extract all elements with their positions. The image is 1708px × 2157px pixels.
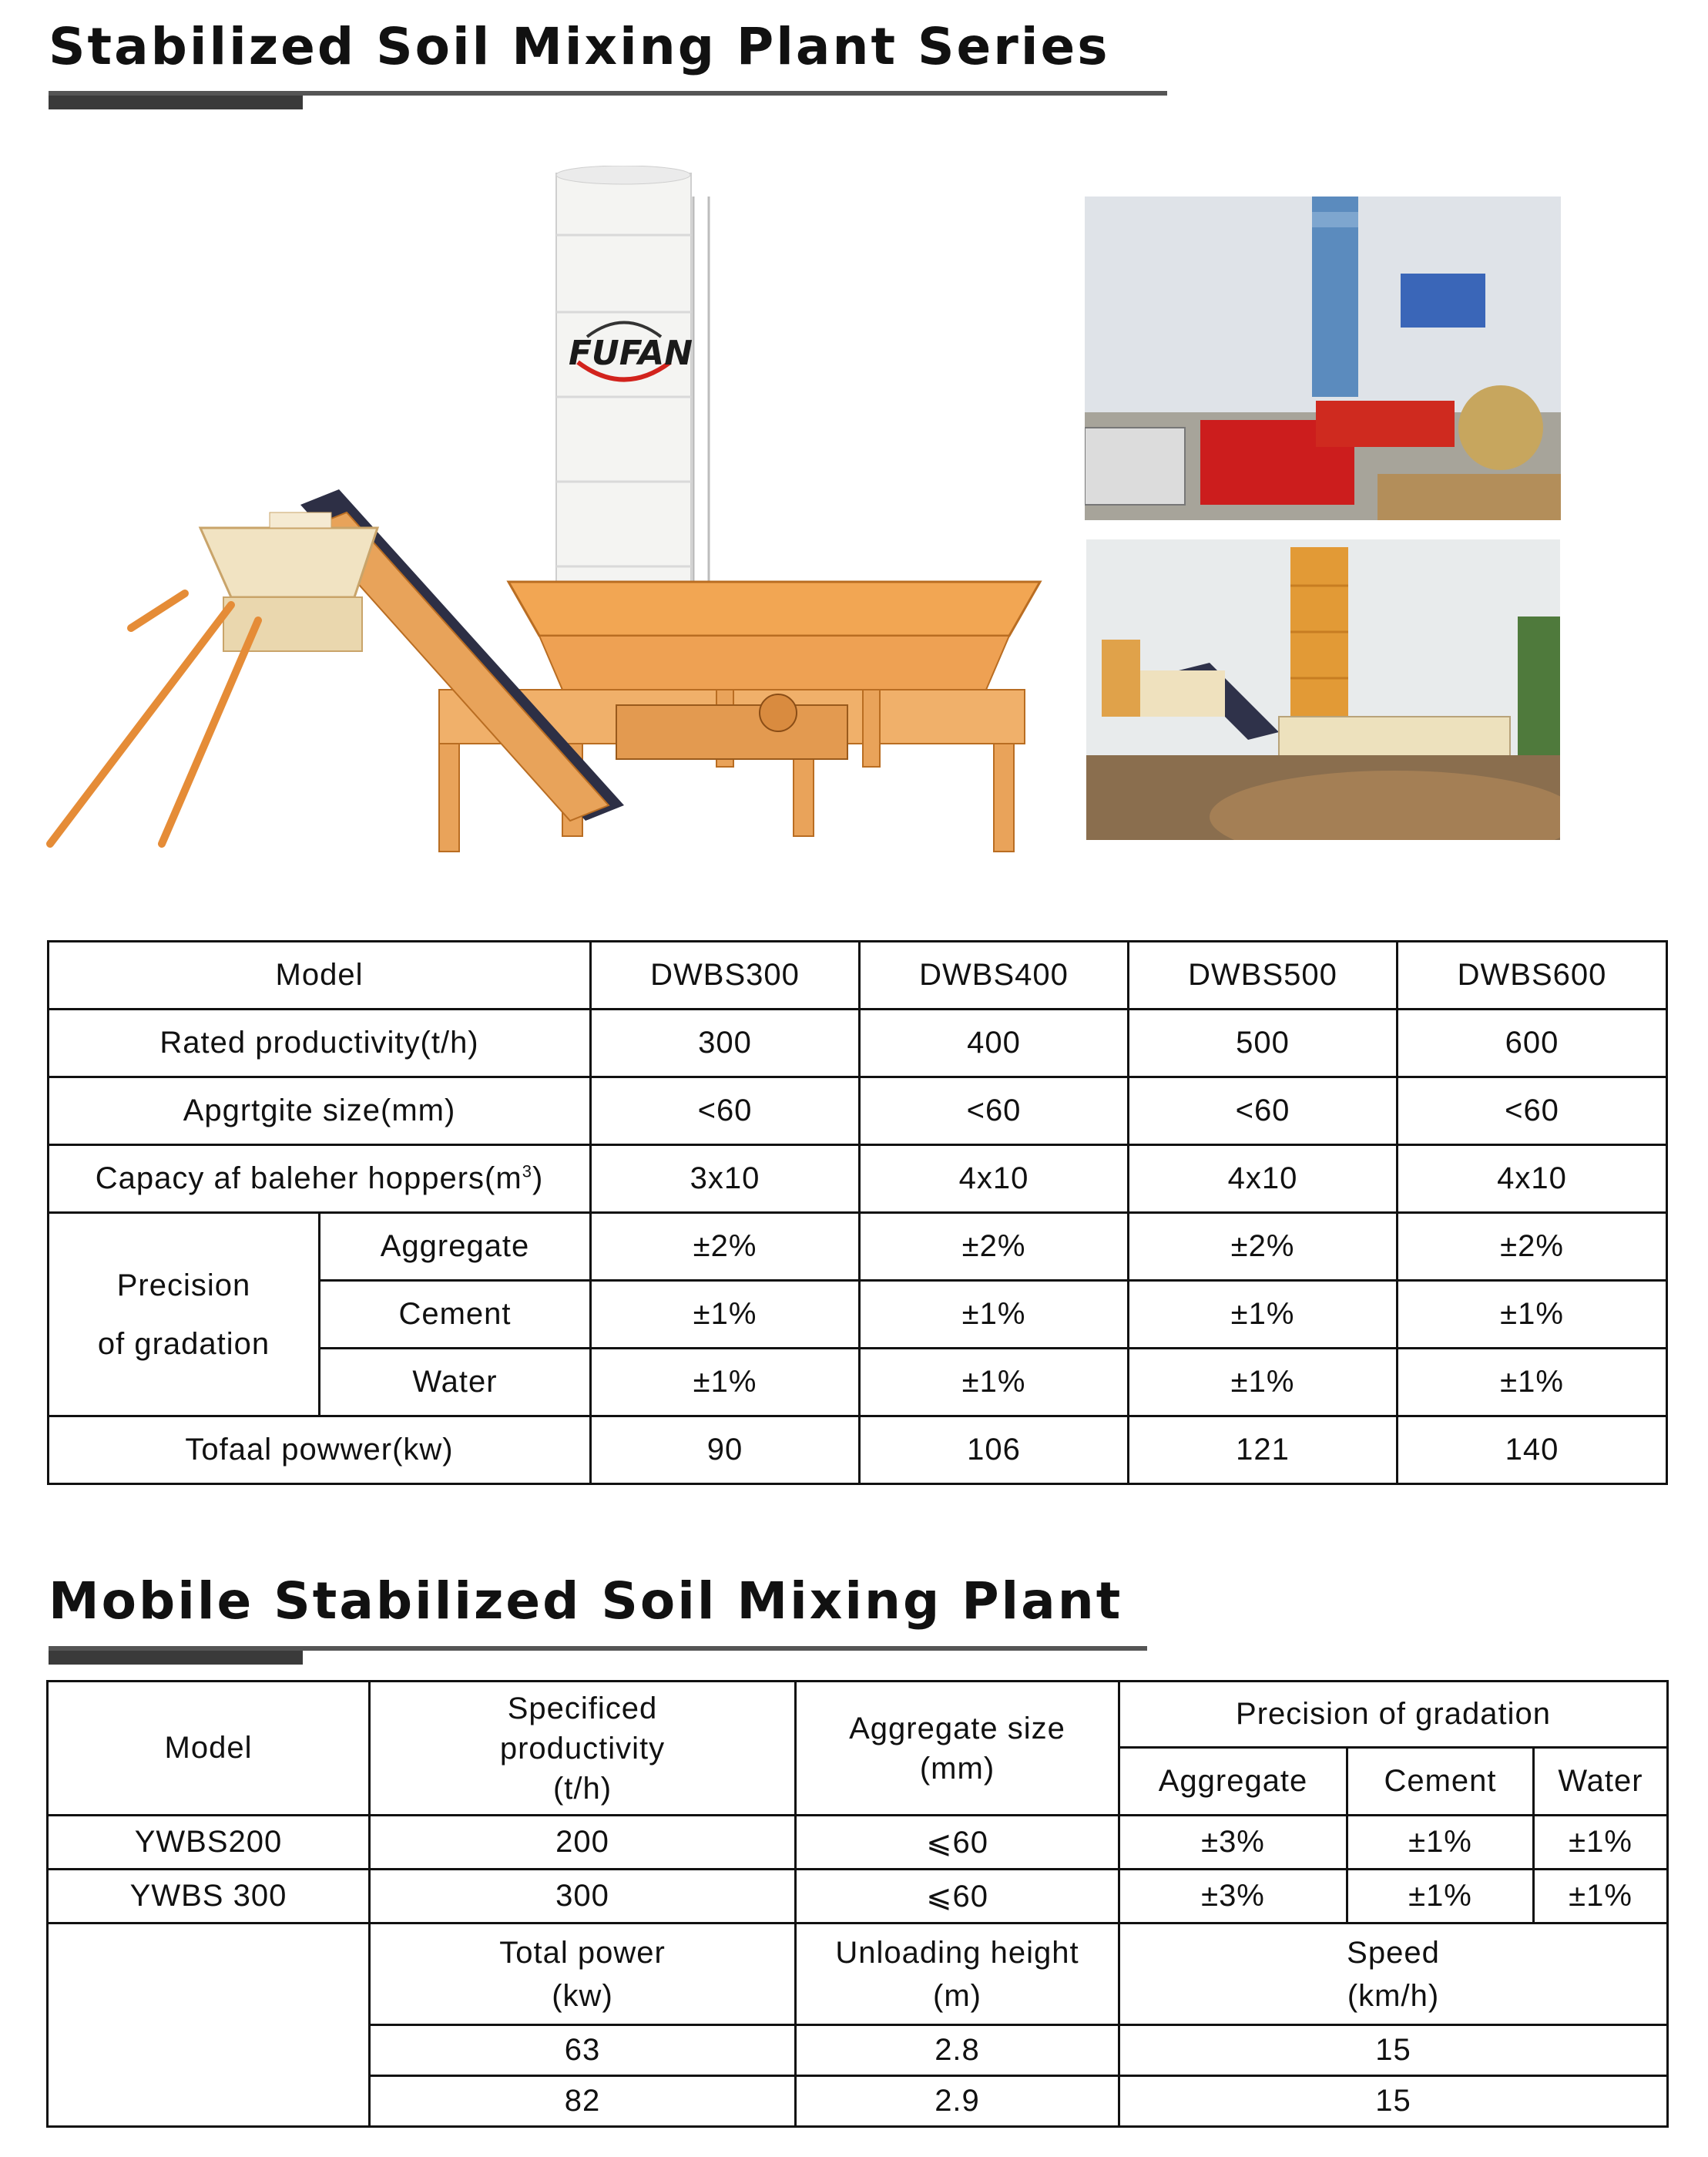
table-row <box>48 1816 1668 1870</box>
cell: ±3% <box>1119 1816 1347 1870</box>
table-header-row <box>48 1923 1668 2025</box>
precision-header: Precision of gradation <box>1119 1682 1668 1748</box>
cell-model: YWBS 300 <box>48 1870 370 1923</box>
cell: ±1% <box>591 1349 860 1416</box>
cell: 200 <box>370 1816 796 1870</box>
cell: ±2% <box>1398 1213 1667 1281</box>
header-line: Unloading height <box>835 1935 1079 1970</box>
cell: ±1% <box>1398 1349 1667 1416</box>
cell: <60 <box>1129 1077 1398 1145</box>
cell: ±1% <box>1534 1870 1668 1923</box>
cell: ⩽60 <box>796 1870 1119 1923</box>
cell: <60 <box>860 1077 1129 1145</box>
unloading-header <box>796 1923 1119 2025</box>
brand-logo: FUFAN <box>569 334 693 373</box>
row-label-hopper-capacity <box>49 1145 591 1213</box>
section1-title: Stabilized Soil Mixing Plant Series <box>49 17 1110 76</box>
precision-sub-cement: Cement <box>1347 1748 1534 1816</box>
cell: 4x10 <box>1398 1145 1667 1213</box>
cell: ⩽60 <box>796 1816 1119 1870</box>
section2-title: Mobile Stabilized Soil Mixing Plant <box>49 1571 1123 1631</box>
header-line: Speed <box>1347 1935 1440 1970</box>
cell: <60 <box>591 1077 860 1145</box>
cell: 15 <box>1119 2076 1668 2127</box>
header-line: productivity <box>499 1731 666 1766</box>
precision-sub-water: Water <box>1534 1748 1668 1816</box>
cell: 106 <box>860 1416 1129 1484</box>
model-col-3: DWBS500 <box>1129 942 1398 1010</box>
table-row <box>49 1145 1667 1213</box>
cell: 90 <box>591 1416 860 1484</box>
precision-group-label <box>49 1213 320 1416</box>
header-line: (mm) <box>919 1751 995 1786</box>
header-line: Aggregate size <box>849 1711 1065 1745</box>
cell: 4x10 <box>860 1145 1129 1213</box>
cell: ±1% <box>1129 1281 1398 1349</box>
cell: 82 <box>370 2076 796 2127</box>
cell: 4x10 <box>1129 1145 1398 1213</box>
cell: ±1% <box>1398 1281 1667 1349</box>
cell: ±2% <box>1129 1213 1398 1281</box>
header-line: Total power <box>499 1935 666 1970</box>
cell: ±1% <box>860 1349 1129 1416</box>
cell: ±1% <box>1347 1870 1534 1923</box>
cell: ±1% <box>1129 1349 1398 1416</box>
hopper-label-end: ) <box>532 1161 544 1195</box>
precision-label-line2: of gradation <box>97 1326 270 1361</box>
speed-header <box>1119 1923 1668 2025</box>
table-row <box>49 1416 1667 1484</box>
cell: 121 <box>1129 1416 1398 1484</box>
cell: 600 <box>1398 1010 1667 1077</box>
cell: 2.9 <box>796 2076 1119 2127</box>
cell: ±2% <box>860 1213 1129 1281</box>
header-line: (kw) <box>552 1978 613 2013</box>
row-label-productivity: Rated productivity(t/h) <box>49 1010 591 1077</box>
cell: 300 <box>370 1870 796 1923</box>
cell: 3x10 <box>591 1145 860 1213</box>
header-line: (t/h) <box>552 1771 612 1806</box>
cell: 400 <box>860 1010 1129 1077</box>
site-photo-1 <box>1085 197 1561 520</box>
aggregate-size-header <box>796 1682 1119 1816</box>
cell: ±3% <box>1119 1870 1347 1923</box>
title-underline-accent <box>49 1651 303 1665</box>
cell: 15 <box>1119 2025 1668 2076</box>
precision-label-line1: Precision <box>116 1268 251 1302</box>
site-photo-2 <box>1086 539 1560 840</box>
row-label-aggregate-size: Apgrtgite size(mm) <box>49 1077 591 1145</box>
header-line: (km/h) <box>1347 1978 1440 2013</box>
main-product-photo <box>39 166 1048 859</box>
productivity-header <box>370 1682 796 1816</box>
header-line: Specificed <box>507 1691 658 1725</box>
model-header: Model <box>49 942 591 1010</box>
cell: ±1% <box>1534 1816 1668 1870</box>
hopper-label-text: Capacy af baleher hoppers(m <box>95 1161 522 1195</box>
cell: 300 <box>591 1010 860 1077</box>
model-header: Model <box>48 1682 370 1816</box>
cell: 140 <box>1398 1416 1667 1484</box>
cell: 500 <box>1129 1010 1398 1077</box>
cell: ±2% <box>591 1213 860 1281</box>
title-underline-accent <box>49 96 303 109</box>
row-label-cement: Cement <box>320 1281 591 1349</box>
table-row <box>49 1077 1667 1145</box>
cell: 63 <box>370 2025 796 2076</box>
table-row <box>48 1870 1668 1923</box>
row-label-water: Water <box>320 1349 591 1416</box>
spec-table-mobile <box>46 1680 1669 2128</box>
table-row <box>49 1010 1667 1077</box>
power-header <box>370 1923 796 2025</box>
row-label-aggregate: Aggregate <box>320 1213 591 1281</box>
table-header-row <box>48 1682 1668 1748</box>
model-col-1: DWBS300 <box>591 942 860 1010</box>
cell: <60 <box>1398 1077 1667 1145</box>
cell: 2.8 <box>796 2025 1119 2076</box>
precision-sub-aggregate: Aggregate <box>1119 1748 1347 1816</box>
empty-cell <box>48 1923 370 2127</box>
table-header-row <box>49 942 1667 1010</box>
cell: ±1% <box>1347 1816 1534 1870</box>
table-row <box>49 1213 1667 1281</box>
model-col-2: DWBS400 <box>860 942 1129 1010</box>
cell-model: YWBS200 <box>48 1816 370 1870</box>
model-col-4: DWBS600 <box>1398 942 1667 1010</box>
header-line: (m) <box>933 1978 982 2013</box>
spec-table-stabilized-series <box>47 940 1668 1485</box>
superscript: 3 <box>522 1161 532 1181</box>
row-label-total-power: Tofaal powwer(kw) <box>49 1416 591 1484</box>
cell: ±1% <box>860 1281 1129 1349</box>
cell: ±1% <box>591 1281 860 1349</box>
